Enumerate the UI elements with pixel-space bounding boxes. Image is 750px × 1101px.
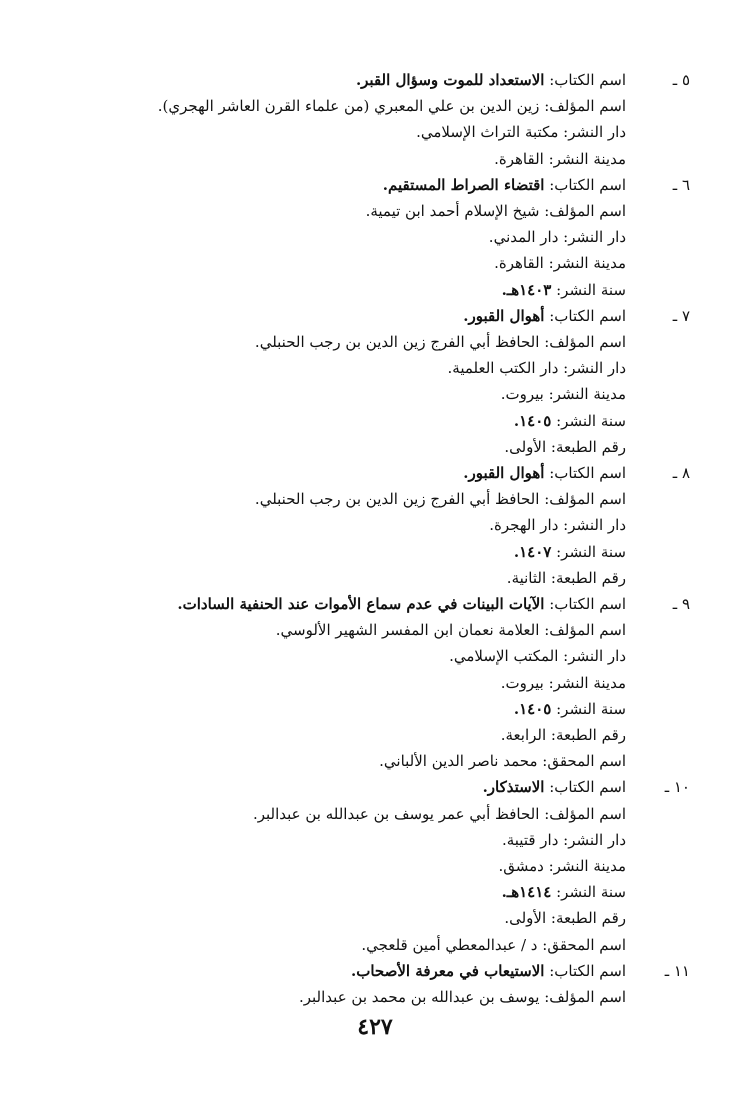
field-label: اسم المؤلف:: [539, 621, 626, 640]
field-label: اسم الكتاب:: [544, 464, 626, 482]
field-label: دار النشر:: [558, 359, 626, 378]
field-label: اسم الكتاب:: [544, 595, 626, 613]
field-value: دمشق.: [498, 857, 544, 875]
entry-line: [502, 827, 626, 853]
entry-line: [498, 853, 626, 879]
entry-line: [158, 93, 626, 119]
entry-line: [361, 932, 626, 958]
entry-line: [483, 774, 626, 800]
entry-line: [276, 617, 626, 643]
entry-number: ٥ ـ: [672, 71, 690, 89]
entry-line: [299, 984, 626, 1010]
entry-line: [379, 748, 626, 774]
page-number: ٤٢٧: [357, 1014, 393, 1040]
field-label: اسم المؤلف:: [539, 490, 626, 509]
field-value: ١٤٠٥.: [513, 699, 552, 718]
field-label: مدينة النشر:: [543, 254, 626, 273]
entry-line: [514, 539, 626, 565]
field-value: المكتب الإسلامي.: [449, 647, 559, 666]
entry-number: ١٠ ـ: [664, 778, 690, 797]
field-label: مدينة النشر:: [543, 673, 626, 692]
field-label: دار النشر:: [558, 830, 626, 849]
field-label: اسم المؤلف:: [539, 988, 626, 1006]
entry-line: [501, 381, 626, 407]
field-label: سنة النشر:: [551, 883, 626, 902]
entry-line: [366, 198, 626, 224]
entry-line: [501, 670, 626, 696]
field-value: الأولى.: [504, 909, 547, 928]
field-value: الحافظ أبي عمر يوسف بن عبدالله بن عبدالبر.: [252, 804, 540, 823]
field-value: بيروت.: [500, 673, 544, 692]
field-label: سنة النشر:: [551, 280, 626, 299]
entry-line: [383, 172, 626, 198]
field-label: دار النشر:: [558, 228, 626, 247]
field-value: الرابعة.: [500, 726, 547, 744]
field-value: الاستيعاب في معرفة الأصحاب.: [351, 961, 545, 980]
field-label: اسم المحقق:: [537, 935, 626, 954]
field-value: الاستعداد للموت وسؤال القبر.: [355, 71, 545, 89]
entry-line: [501, 722, 626, 748]
field-value: الحافظ أبي الفرج زين الدين بن رجب الحنبلي.: [254, 333, 540, 351]
field-label: اسم المؤلف:: [539, 333, 626, 351]
field-value: ١٤٠٣هـ.: [501, 280, 552, 299]
field-label: سنة النشر:: [551, 699, 626, 718]
field-label: رقم الطبعة:: [546, 909, 626, 928]
field-label: اسم الكتاب:: [544, 778, 626, 797]
field-label: دار النشر:: [558, 647, 626, 666]
field-value: زين الدين بن علي المعبري (من علماء القرن العاشر الهجري).: [157, 97, 540, 116]
entry-line: [356, 67, 626, 93]
field-value: أهوال القبور.: [463, 306, 545, 325]
field-value: اقتضاء الصراط المستقيم.: [382, 175, 545, 194]
entry-line: [255, 329, 626, 355]
entry-line: [463, 303, 626, 329]
entry-number: ٨ ـ: [672, 464, 690, 482]
field-label: سنة النشر:: [551, 411, 626, 430]
entry-line: [504, 434, 626, 460]
field-value: دار الكتب العلمية.: [447, 359, 559, 378]
field-value: د / عبدالمعطي أمين قلعجي.: [361, 935, 538, 954]
entry-number: ٧ ـ: [672, 306, 690, 325]
entry-line: [514, 696, 626, 722]
field-value: ١٤٠٥.: [513, 411, 552, 430]
entry-line: [514, 408, 626, 434]
field-value: محمد ناصر الدين الألباني.: [379, 752, 538, 771]
entry-line: [489, 512, 626, 538]
field-label: دار النشر:: [558, 516, 626, 535]
field-label: اسم الكتاب:: [544, 71, 626, 89]
field-label: رقم الطبعة:: [546, 568, 626, 587]
entry-line: [494, 250, 626, 276]
field-value: الثانية.: [506, 568, 547, 587]
field-label: رقم الطبعة:: [546, 437, 626, 456]
entry-line: [255, 486, 626, 512]
field-label: اسم المحقق:: [537, 752, 626, 771]
field-label: رقم الطبعة:: [546, 726, 626, 744]
entry-number: ٦ ـ: [672, 175, 690, 194]
field-label: مدينة النشر:: [543, 149, 626, 168]
field-value: ١٤١٤هـ.: [501, 883, 552, 902]
entry-line: [507, 565, 626, 591]
field-value: ١٤٠٧.: [513, 542, 552, 561]
entry-number: ٩ ـ: [672, 595, 690, 613]
entry-line: [177, 591, 626, 617]
field-value: مكتبة التراث الإسلامي.: [416, 123, 559, 142]
field-value: الأولى.: [504, 437, 547, 456]
entry-line: [449, 643, 626, 669]
entry-line: [504, 905, 626, 931]
entry-line: [463, 460, 626, 486]
field-value: دار قتيبة.: [501, 830, 559, 849]
field-value: شيخ الإسلام أحمد ابن تيمية.: [365, 202, 540, 220]
field-value: القاهرة.: [494, 254, 544, 273]
field-value: الآيات البينات في عدم سماع الأموات عند الحنفية السادات.: [177, 595, 545, 613]
entry-line: [416, 119, 626, 145]
field-value: بيروت.: [500, 385, 544, 404]
field-label: اسم الكتاب:: [544, 961, 626, 980]
entry-line: [494, 146, 626, 172]
field-value: الحافظ أبي الفرج زين الدين بن رجب الحنبلي.: [254, 490, 540, 509]
field-value: يوسف بن عبدالله بن محمد بن عبدالبر.: [298, 988, 540, 1006]
field-value: الاستذكار.: [482, 778, 545, 797]
entry-line: [253, 801, 626, 827]
entry-line: [489, 224, 626, 250]
field-label: مدينة النشر:: [543, 385, 626, 404]
entry-number: ١١ ـ: [664, 961, 690, 980]
field-label: اسم المؤلف:: [539, 97, 626, 116]
field-value: أهوال القبور.: [463, 464, 545, 482]
field-value: القاهرة.: [494, 149, 544, 168]
field-label: اسم الكتاب:: [544, 306, 626, 325]
field-label: اسم المؤلف:: [539, 804, 626, 823]
entry-line: [448, 355, 626, 381]
field-value: دار المدني.: [488, 228, 559, 247]
entry-line: [502, 879, 626, 905]
field-label: سنة النشر:: [551, 542, 626, 561]
field-label: دار النشر:: [558, 123, 626, 142]
entry-line: [351, 958, 626, 984]
entry-line: [502, 277, 626, 303]
field-value: العلامة نعمان ابن المفسر الشهير الألوسي.: [275, 621, 540, 640]
field-label: مدينة النشر:: [543, 857, 626, 875]
field-value: دار الهجرة.: [489, 516, 559, 535]
field-label: اسم الكتاب:: [544, 175, 626, 194]
field-label: اسم المؤلف:: [539, 202, 626, 220]
